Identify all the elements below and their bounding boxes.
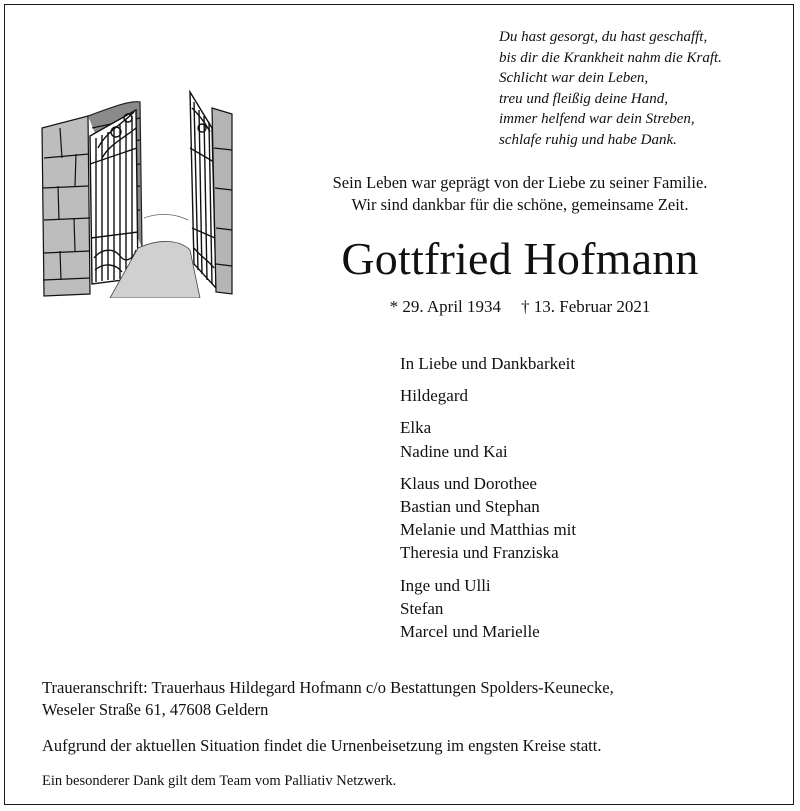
mourner-group [400, 416, 770, 462]
mourner: Stefan [400, 598, 444, 618]
mourner: Elka [400, 418, 432, 438]
open-gate-illustration [40, 88, 234, 298]
address-line: Weseler Straße 61, 47608 Geldern [42, 700, 269, 719]
death-date: † 13. Februar 2021 [521, 297, 651, 316]
poem-line: schlafe ruhig und habe Dank. [499, 131, 677, 148]
mourner: Inge und Ulli [400, 575, 491, 595]
life-dates [270, 296, 770, 318]
thanks-note: Ein besonderer Dank gilt dem Team vom Palliativ Netzwerk. [42, 773, 397, 789]
mourner: Klaus und Dorothee [400, 473, 537, 493]
mourner-group [400, 574, 770, 644]
mourner: Theresia und Franziska [400, 543, 559, 563]
mourner-group [400, 472, 770, 565]
mourner-group [400, 384, 770, 407]
urn-burial-note: Aufgrund der aktuellen Situation findet die Urnenbeisetzung im engsten Kreise statt. [42, 736, 602, 755]
intro-line: Wir sind dankbar für die schöne, gemeinsame Zeit. [351, 195, 689, 214]
mourner: Hildegard [400, 386, 468, 406]
birth-date: * 29. April 1934 [389, 297, 502, 316]
poem-line: bis dir die Krankheit nahm die Kraft. [499, 49, 722, 66]
mourner: Nadine und Kai [400, 441, 508, 461]
mourner: Marcel und Marielle [400, 622, 540, 642]
mourning-address [42, 677, 782, 721]
intro-line: Sein Leben war geprägt von der Liebe zu seiner Familie. [332, 173, 708, 192]
poem-line: Schlicht war dein Leben, [499, 70, 649, 87]
poem-line: treu und fleißig deine Hand, [499, 90, 668, 107]
mourner: Bastian und Stephan [400, 497, 540, 517]
deceased-name: Gottfried Hofmann [341, 233, 699, 284]
mourner: Melanie und Matthias mit [400, 520, 577, 540]
poem-line: immer helfend war dein Streben, [499, 111, 695, 128]
greeting: In Liebe und Dankbarkeit [400, 354, 576, 373]
intro-text [270, 172, 770, 216]
poem [499, 27, 789, 151]
poem-line: Du hast gesorgt, du hast geschafft, [499, 29, 708, 45]
address-line: Traueranschrift: Trauerhaus Hildegard Hofmann c/o Bestattungen Spolders-Keunecke, [42, 678, 614, 697]
mourners-list [400, 352, 770, 652]
